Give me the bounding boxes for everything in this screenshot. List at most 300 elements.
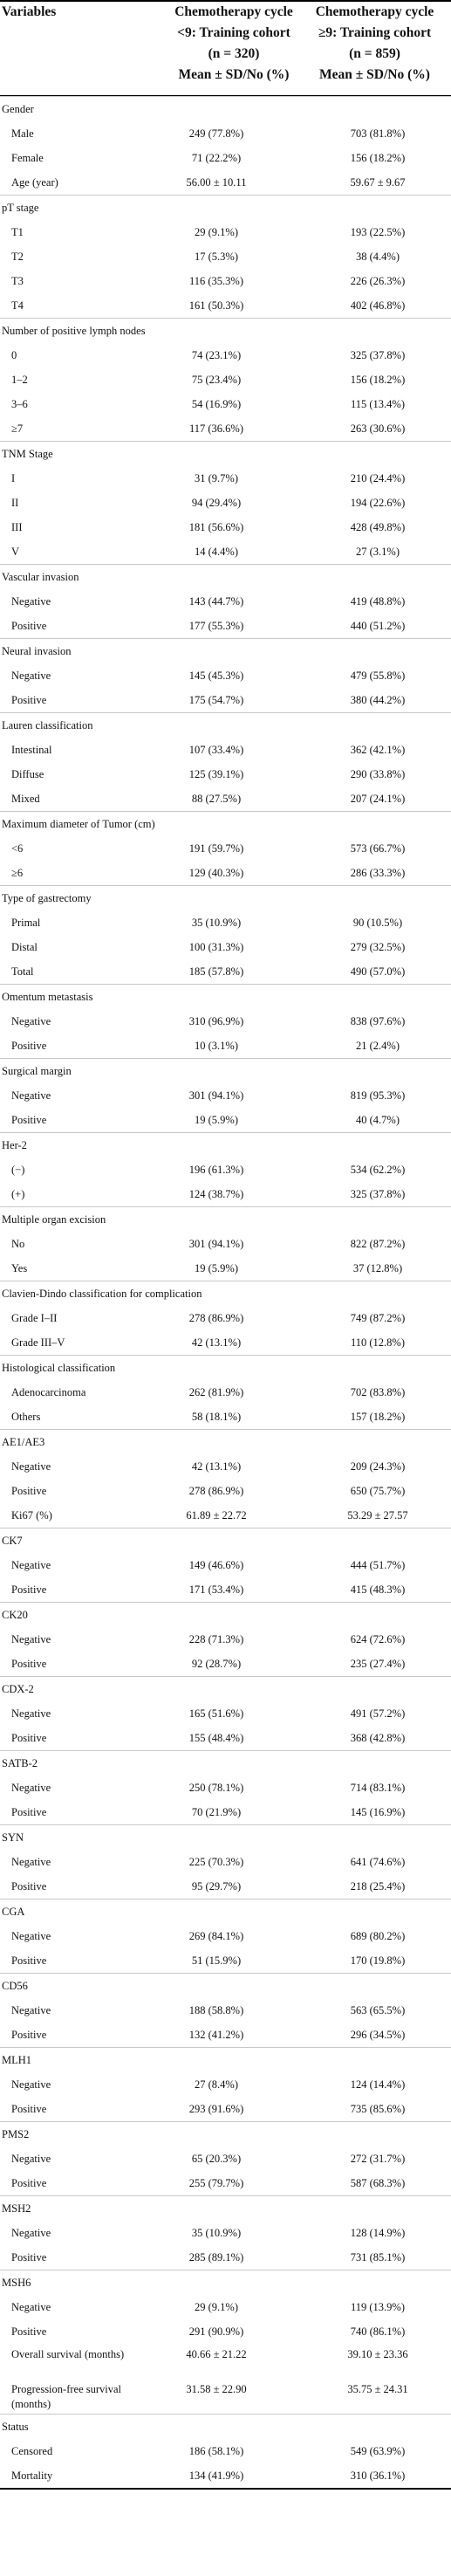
cell-under9: 249 (77.8%) (188, 127, 244, 140)
table-row (0, 836, 451, 861)
cell-under9: 95 (29.7%) (191, 1880, 242, 1893)
cell-under9: 165 (51.6%) (188, 1707, 244, 1720)
table-row (0, 910, 451, 935)
cell-under9: 293 (91.6%) (188, 2103, 244, 2115)
cell-9plus: 124 (14.4%) (350, 2078, 406, 2091)
table-row (0, 491, 451, 515)
table-row (0, 1306, 451, 1330)
cell-9plus: 573 (66.7%) (350, 842, 406, 855)
row-label: Negative (11, 1559, 51, 1571)
cell-9plus: 444 (51.7%) (350, 1559, 406, 1571)
row-label: Negative (11, 1856, 51, 1868)
table-row (0, 787, 451, 811)
cell-9plus: 110 (12.8%) (350, 1336, 406, 1349)
row-label: ≥7 (11, 422, 24, 435)
cell-under9: 155 (48.4%) (188, 1732, 244, 1744)
cell-9plus: 479 (55.8%) (350, 670, 406, 682)
cell-9plus: 689 (80.2%) (350, 1930, 406, 1942)
table-row (0, 2097, 451, 2121)
section-label: CK7 (2, 1535, 23, 1547)
table-row (0, 2171, 451, 2195)
section-row (0, 2270, 451, 2295)
cell-9plus: 838 (97.6%) (350, 1015, 406, 1027)
cell-under9: 185 (57.8%) (188, 965, 244, 978)
row-label: T4 (11, 299, 24, 312)
cell-under9: 291 (90.9%) (188, 2325, 244, 2338)
table-row (0, 1924, 451, 1948)
row-label: 1–2 (11, 374, 28, 386)
header-col-9plus-line: (n = 859) (349, 46, 400, 61)
table-row (0, 1108, 451, 1132)
row-label: Grade III–V (11, 1336, 65, 1349)
row-label: (+) (11, 1188, 25, 1200)
cell-9plus: 368 (42.8%) (350, 1732, 406, 1744)
cell-9plus: 819 (95.3%) (350, 1089, 406, 1102)
header-col-9plus-line: Chemotherapy cycle (315, 4, 434, 19)
row-label: I (11, 472, 16, 484)
table-row (0, 121, 451, 146)
cell-9plus: 207 (24.1%) (350, 793, 406, 805)
cell-9plus: 702 (83.8%) (350, 1386, 406, 1398)
cell-under9: 149 (46.6%) (188, 1559, 244, 1571)
row-label: Mortality (11, 2470, 53, 2482)
section-label: PMS2 (2, 2128, 30, 2140)
cell-9plus: 731 (85.1%) (350, 2251, 406, 2263)
cell-9plus: 419 (48.8%) (350, 595, 406, 608)
table-row (0, 614, 451, 638)
section-row (0, 1824, 451, 1850)
cell-under9: 61.89 ± 22.72 (186, 1509, 247, 1522)
cell-under9: 27 (8.4%) (195, 2078, 238, 2091)
table-row (0, 1330, 451, 1355)
section-label: SYN (2, 1831, 24, 1844)
row-label: Adenocarcinoma (11, 1386, 86, 1398)
cell-9plus: 402 (46.8%) (350, 299, 406, 312)
row-label: <6 (11, 842, 24, 855)
cell-9plus: 325 (37.8%) (350, 349, 406, 361)
cell-9plus: 749 (87.2%) (350, 1312, 406, 1324)
table-row (0, 2344, 451, 2379)
table-row (0, 2463, 451, 2488)
cell-under9: 29 (9.1%) (195, 2301, 238, 2313)
cell-under9: 51 (15.9%) (191, 1954, 242, 1967)
table-row (0, 1701, 451, 1726)
cell-9plus: 90 (10.5%) (352, 917, 403, 929)
table-row (0, 2379, 451, 2414)
cell-under9: 145 (45.3%) (188, 670, 244, 682)
header-col-under9-line: Mean ± SD/No (%) (178, 67, 290, 82)
cell-9plus: 128 (14.9%) (350, 2227, 406, 2239)
cell-under9: 35 (10.9%) (191, 2227, 242, 2239)
cell-under9: 124 (38.7%) (188, 1188, 244, 1200)
row-label: Positive (11, 1880, 47, 1893)
table-row (0, 466, 451, 491)
cell-under9: 129 (40.3%) (188, 867, 244, 879)
row-label: Male (11, 127, 34, 140)
cell-under9: 42 (13.1%) (191, 1336, 242, 1349)
table-row (0, 861, 451, 885)
header-col-under9-line: (n = 320) (208, 46, 260, 61)
table-row (0, 1405, 451, 1429)
cell-9plus: 534 (62.2%) (350, 1164, 406, 1176)
section-row (0, 2121, 451, 2147)
row-label: ≥6 (11, 867, 24, 879)
row-label: (−) (11, 1164, 25, 1176)
row-label: Positive (11, 1732, 47, 1744)
cell-9plus: 272 (31.7%) (350, 2153, 406, 2165)
cell-9plus: 650 (75.7%) (350, 1485, 406, 1497)
cell-under9: 301 (94.1%) (188, 1238, 244, 1250)
cell-9plus: 822 (87.2%) (350, 1238, 406, 1250)
cell-under9: 310 (96.9%) (188, 1015, 244, 1027)
table-row (0, 539, 451, 564)
cell-under9: 19 (5.9%) (195, 1262, 238, 1274)
cell-under9: 71 (22.2%) (191, 152, 242, 164)
table-row (0, 1503, 451, 1528)
header-col-9plus (298, 2, 451, 86)
cell-under9: 132 (41.2%) (188, 2029, 244, 2041)
row-label: 3–6 (11, 398, 28, 410)
cell-9plus: 428 (49.8%) (350, 521, 406, 533)
table-row (0, 2147, 451, 2171)
row-label: Positive (11, 1114, 47, 1126)
table-body (0, 96, 451, 2488)
cell-under9: 191 (59.7%) (188, 842, 244, 855)
table-header (0, 0, 451, 96)
table-row (0, 1998, 451, 2023)
cell-under9: 196 (61.3%) (188, 1164, 244, 1176)
table-row (0, 170, 451, 195)
row-label: Negative (11, 1089, 51, 1102)
section-label: Neural invasion (2, 645, 72, 657)
cell-under9: 29 (9.1%) (195, 226, 238, 238)
table-row (0, 1009, 451, 1034)
cell-under9: 278 (86.9%) (188, 1312, 244, 1324)
table-row (0, 2245, 451, 2270)
table-row (0, 1577, 451, 1602)
table-row (0, 1850, 451, 1874)
cell-under9: 171 (53.4%) (188, 1583, 244, 1596)
row-label: T3 (11, 275, 24, 287)
cell-9plus: 59.67 ± 9.67 (350, 176, 406, 189)
table-row (0, 1380, 451, 1405)
cell-9plus: 279 (32.5%) (350, 941, 406, 953)
table-row (0, 688, 451, 712)
row-label: Positive (11, 620, 47, 632)
cell-under9: 92 (28.7%) (191, 1658, 242, 1670)
section-label: Vascular invasion (2, 571, 79, 583)
row-label: V (11, 546, 20, 558)
cell-under9: 161 (50.3%) (188, 299, 244, 312)
section-label: Lauren classification (2, 719, 93, 732)
row-label: Positive (11, 2251, 47, 2263)
section-row (0, 2047, 451, 2072)
row-label: Negative (11, 1782, 51, 1794)
table-row (0, 1726, 451, 1750)
cell-9plus: 325 (37.8%) (350, 1188, 406, 1200)
row-label: Total (11, 965, 34, 978)
cell-9plus: 641 (74.6%) (350, 1856, 406, 1868)
table-row (0, 1256, 451, 1281)
cell-9plus: 310 (36.1%) (350, 2470, 406, 2482)
table-row (0, 663, 451, 688)
cell-under9: 88 (27.5%) (191, 793, 242, 805)
cell-under9: 42 (13.1%) (191, 1460, 242, 1473)
cell-under9: 65 (20.3%) (191, 2153, 242, 2165)
cell-under9: 250 (78.1%) (188, 1782, 244, 1794)
section-label: Number of positive lymph nodes (2, 325, 146, 337)
cell-9plus: 119 (13.9%) (350, 2301, 406, 2313)
section-label: MSH6 (2, 2277, 31, 2289)
row-label: Censored (11, 2445, 53, 2457)
row-label: II (11, 497, 19, 509)
section-row (0, 1281, 451, 1306)
cell-9plus: 286 (33.3%) (350, 867, 406, 879)
cell-9plus: 39.10 ± 23.36 (347, 2348, 408, 2360)
table-row (0, 2221, 451, 2245)
cell-under9: 285 (89.1%) (188, 2251, 244, 2263)
cell-9plus: 145 (16.9%) (350, 1806, 406, 1818)
row-label: Positive (11, 2103, 47, 2115)
header-col-9plus-line: ≥9: Training cohort (318, 25, 432, 40)
row-label: Intestinal (11, 744, 52, 756)
cell-under9: 54 (16.9%) (191, 398, 242, 410)
table-row (0, 2319, 451, 2344)
table-row (0, 1652, 451, 1676)
table-bottom-rule (0, 2488, 451, 2490)
row-label: Negative (11, 2301, 51, 2313)
section-row (0, 1528, 451, 1553)
cell-9plus: 156 (18.2%) (350, 152, 406, 164)
cell-9plus: 714 (83.1%) (350, 1782, 406, 1794)
cell-9plus: 296 (34.5%) (350, 2029, 406, 2041)
table-row (0, 1776, 451, 1800)
section-label: CD56 (2, 1980, 28, 1992)
table-row (0, 146, 451, 170)
section-row (0, 564, 451, 589)
row-label: Positive (11, 2325, 47, 2338)
cell-9plus: 740 (86.1%) (350, 2325, 406, 2338)
header-col-under9-line: <9: Training cohort (177, 25, 290, 40)
cell-9plus: 735 (85.6%) (350, 2103, 406, 2115)
row-label: Negative (11, 1633, 51, 1645)
cell-9plus: 587 (68.3%) (350, 2177, 406, 2189)
cell-9plus: 37 (12.8%) (352, 1262, 403, 1274)
table-row (0, 2072, 451, 2097)
row-label: Positive (11, 1485, 47, 1497)
row-label: Positive (11, 2029, 47, 2041)
cell-9plus: 362 (42.1%) (350, 744, 406, 756)
section-label: AE1/AE3 (2, 1436, 45, 1448)
cell-9plus: 40 (4.7%) (356, 1114, 400, 1126)
row-label: Distal (11, 941, 38, 953)
row-label: Negative (11, 2227, 51, 2239)
table-row (0, 1182, 451, 1206)
row-label: Diffuse (11, 768, 44, 780)
table-row (0, 1454, 451, 1479)
cell-9plus: 380 (44.2%) (350, 694, 406, 706)
cell-9plus: 235 (27.4%) (350, 1658, 406, 1670)
cell-under9: 269 (84.1%) (188, 1930, 244, 1942)
row-label: Negative (11, 1015, 51, 1027)
section-label: pT stage (2, 202, 39, 214)
table-row (0, 244, 451, 269)
row-label: Mixed (11, 793, 40, 805)
cell-9plus: 194 (22.6%) (350, 497, 406, 509)
row-label: Negative (11, 1707, 51, 1720)
cell-under9: 14 (4.4%) (195, 546, 238, 558)
section-row (0, 441, 451, 466)
cell-9plus: 35.75 ± 24.31 (347, 2383, 408, 2395)
cell-9plus: 415 (48.3%) (350, 1583, 406, 1596)
cell-under9: 10 (3.1%) (195, 1040, 238, 1052)
section-label: CGA (2, 1906, 25, 1918)
cell-under9: 255 (79.7%) (188, 2177, 244, 2189)
row-label: Negative (11, 2153, 51, 2165)
row-label: Negative (11, 1460, 51, 1473)
cell-9plus: 218 (25.4%) (350, 1880, 406, 1893)
cell-under9: 31.58 ± 22.90 (186, 2383, 247, 2395)
cell-under9: 31 (9.7%) (195, 472, 238, 484)
cell-under9: 19 (5.9%) (195, 1114, 238, 1126)
row-label: Positive (11, 1583, 47, 1596)
section-label: CDX-2 (2, 1683, 34, 1695)
cell-under9: 175 (54.7%) (188, 694, 244, 706)
cell-under9: 100 (31.3%) (188, 941, 244, 953)
table-row (0, 293, 451, 318)
section-row (0, 1750, 451, 1776)
table-row (0, 762, 451, 787)
table-row (0, 343, 451, 368)
row-label: Positive (11, 2177, 47, 2189)
cell-under9: 116 (35.3%) (188, 275, 244, 287)
section-row (0, 1429, 451, 1454)
section-label: MSH2 (2, 2202, 31, 2215)
table-row (0, 589, 451, 614)
table-row (0, 368, 451, 392)
header-col-9plus-line: Mean ± SD/No (%) (319, 67, 430, 82)
cell-under9: 56.00 ± 10.11 (186, 176, 247, 189)
table-row (0, 935, 451, 959)
cell-9plus: 209 (24.3%) (350, 1460, 406, 1473)
table-row (0, 1479, 451, 1503)
cell-9plus: 549 (63.9%) (350, 2445, 406, 2457)
table-row (0, 1553, 451, 1577)
table-row (0, 2023, 451, 2047)
section-row (0, 1973, 451, 1998)
row-label: Age (year) (11, 176, 58, 189)
table-row (0, 515, 451, 539)
row-label: Primal (11, 917, 41, 929)
cell-under9: 278 (86.9%) (188, 1485, 244, 1497)
cell-9plus: 440 (51.2%) (350, 620, 406, 632)
cell-9plus: 38 (4.4%) (356, 251, 400, 263)
cell-under9: 40.66 ± 21.22 (186, 2348, 247, 2360)
section-row (0, 1206, 451, 1232)
cell-under9: 35 (10.9%) (191, 917, 242, 929)
cell-9plus: 263 (30.6%) (350, 422, 406, 435)
cell-9plus: 490 (57.0%) (350, 965, 406, 978)
cell-under9: 181 (56.6%) (188, 521, 244, 533)
table-row (0, 220, 451, 244)
cell-9plus: 210 (24.4%) (350, 472, 406, 484)
row-label: Negative (11, 595, 51, 608)
section-label: Status (2, 2421, 29, 2433)
section-row (0, 1602, 451, 1627)
cell-9plus: 170 (19.8%) (350, 1954, 406, 1967)
section-row (0, 2195, 451, 2221)
cell-9plus: 193 (22.5%) (350, 226, 406, 238)
cell-under9: 74 (23.1%) (191, 349, 242, 361)
row-label: Positive (11, 694, 47, 706)
row-label: Yes (11, 1262, 28, 1274)
row-label: Positive (11, 1040, 47, 1052)
row-label: Overall survival (months) (11, 2348, 125, 2360)
row-label: Negative (11, 2004, 51, 2016)
section-row (0, 318, 451, 343)
section-row (0, 885, 451, 910)
cell-9plus: 53.29 ± 27.57 (347, 1509, 408, 1522)
row-label: Grade I–II (11, 1312, 58, 1324)
cell-9plus: 157 (18.2%) (350, 1411, 406, 1423)
section-row (0, 984, 451, 1009)
table-row (0, 1157, 451, 1182)
table-row (0, 392, 451, 416)
cell-under9: 188 (58.8%) (188, 2004, 244, 2016)
table-row (0, 1083, 451, 1108)
cell-under9: 94 (29.4%) (191, 497, 242, 509)
cell-9plus: 115 (13.4%) (350, 398, 406, 410)
section-label: MLH1 (2, 2054, 32, 2066)
row-label: T2 (11, 251, 24, 263)
section-label: SATB-2 (2, 1757, 38, 1769)
table-row (0, 1800, 451, 1824)
section-label: Type of gastrectomy (2, 892, 92, 904)
section-label: CK20 (2, 1609, 28, 1621)
header-variables: Variables (2, 4, 57, 19)
cell-9plus: 226 (26.3%) (350, 275, 406, 287)
section-row (0, 811, 451, 836)
section-row (0, 1132, 451, 1157)
row-label: Female (11, 152, 44, 164)
cell-under9: 117 (36.6%) (188, 422, 244, 435)
section-label: Gender (2, 103, 34, 115)
table-row (0, 416, 451, 441)
section-row (0, 1058, 451, 1083)
cell-under9: 186 (58.1%) (188, 2445, 244, 2457)
table-row (0, 959, 451, 984)
table-row (0, 1948, 451, 1973)
cell-under9: 107 (33.4%) (188, 744, 244, 756)
cell-9plus: 290 (33.8%) (350, 768, 406, 780)
cell-under9: 58 (18.1%) (191, 1411, 242, 1423)
row-label: Positive (11, 1954, 47, 1967)
table-row (0, 1874, 451, 1899)
section-row (0, 638, 451, 663)
cell-9plus: 703 (81.8%) (350, 127, 406, 140)
section-label: Clavien-Dindo classification for complication (2, 1288, 202, 1300)
row-label: Negative (11, 670, 51, 682)
row-label: Positive (11, 1658, 47, 1670)
cell-9plus: 624 (72.6%) (350, 1633, 406, 1645)
table-row (0, 738, 451, 762)
section-label: Surgical margin (2, 1065, 72, 1077)
cell-9plus: 156 (18.2%) (350, 374, 406, 386)
section-label: Her-2 (2, 1139, 27, 1151)
table-row (0, 1034, 451, 1058)
row-label: 0 (11, 349, 17, 361)
section-label: Multiple organ excision (2, 1213, 106, 1226)
